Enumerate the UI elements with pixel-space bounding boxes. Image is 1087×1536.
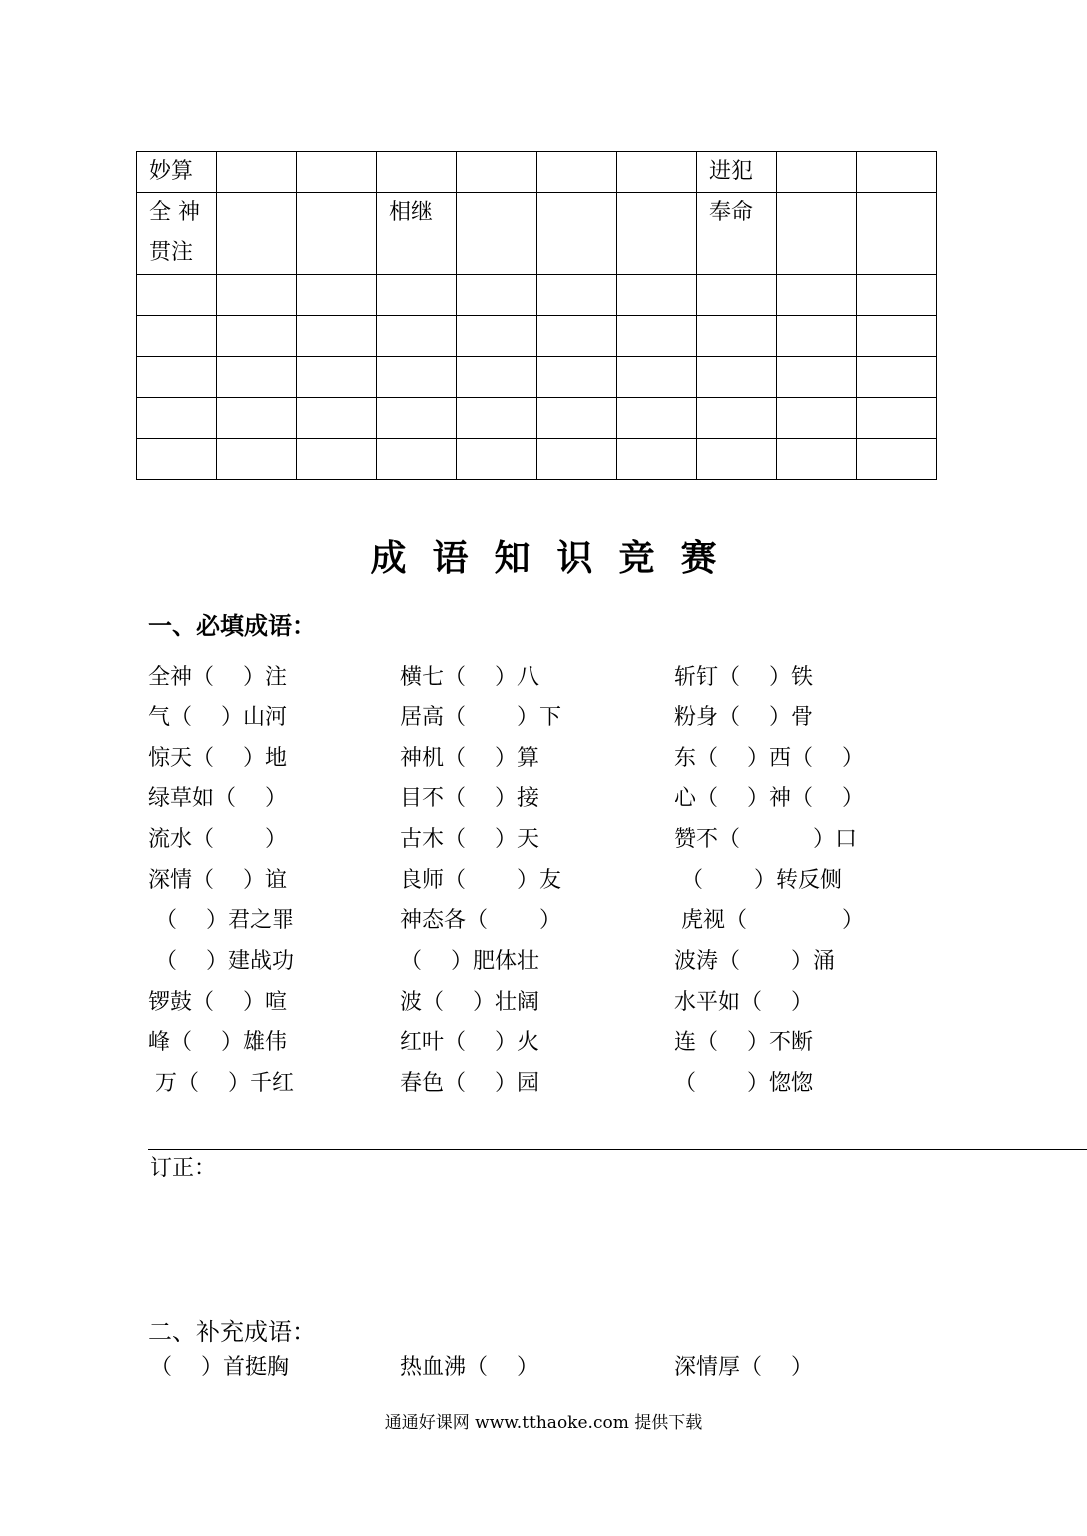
grid-cell <box>697 357 777 398</box>
correction-label: 订正： <box>150 1156 217 1181</box>
grid-cell <box>457 316 537 357</box>
idiom-item: 深情（ ）谊 <box>148 868 287 893</box>
section2-item: 深情厚（ ） <box>674 1355 813 1380</box>
section2-item: 热血沸（ ） <box>400 1355 539 1380</box>
grid-cell: 全 神 贯注 <box>137 193 217 275</box>
grid-cell <box>457 398 537 439</box>
grid-cell <box>617 398 697 439</box>
idiom-item: 斩钉（ ）铁 <box>674 665 813 690</box>
grid-cell <box>377 275 457 316</box>
footer-credit: 通通好课网 www.tthaoke.com 提供下载 <box>384 1413 703 1433</box>
grid-cell <box>457 357 537 398</box>
grid-cell <box>377 398 457 439</box>
grid-cell <box>537 398 617 439</box>
grid-cell <box>297 316 377 357</box>
grid-cell <box>537 152 617 193</box>
grid-cell <box>857 357 937 398</box>
grid-cell <box>217 193 297 275</box>
section1-heading: 一、必填成语： <box>148 612 316 640</box>
idiom-item: 波涛（ ）涌 <box>674 949 835 974</box>
idiom-item: 绿草如（ ） <box>148 786 287 811</box>
grid-cell <box>377 439 457 480</box>
grid-cell <box>217 357 297 398</box>
grid-cell <box>297 193 377 275</box>
grid-cell <box>777 398 857 439</box>
grid-cell <box>137 398 217 439</box>
grid-row <box>137 152 937 193</box>
idiom-item: 水平如（ ） <box>674 990 813 1015</box>
grid-cell <box>697 398 777 439</box>
grid-cell <box>857 398 937 439</box>
idiom-item: （ ）肥体壮 <box>400 949 539 974</box>
grid-cell <box>697 439 777 480</box>
idiom-item: 峰（ ）雄伟 <box>148 1030 287 1055</box>
grid-cell <box>537 316 617 357</box>
idiom-grid-table <box>136 151 937 480</box>
grid-cell <box>777 193 857 275</box>
grid-cell <box>137 439 217 480</box>
grid-cell <box>617 316 697 357</box>
grid-cell <box>377 316 457 357</box>
grid-row <box>137 275 937 316</box>
grid-cell <box>297 357 377 398</box>
idiom-item: 万（ ）千红 <box>148 1071 294 1096</box>
grid-cell <box>297 439 377 480</box>
page-title: 成语知识竞赛 <box>370 537 743 579</box>
idiom-item: 居高（ ）下 <box>400 705 561 730</box>
grid-cell <box>777 316 857 357</box>
grid-cell <box>537 275 617 316</box>
grid-cell <box>617 357 697 398</box>
idiom-item: 全神（ ）注 <box>148 665 287 690</box>
grid-cell <box>857 275 937 316</box>
idiom-item: 神机（ ）算 <box>400 746 539 771</box>
idiom-item: 目不（ ）接 <box>400 786 539 811</box>
grid-cell <box>777 152 857 193</box>
idiom-item: 古木（ ）天 <box>400 827 539 852</box>
grid-cell <box>697 316 777 357</box>
section2-heading: 二、补充成语： <box>148 1318 316 1346</box>
idiom-item: 春色（ ）园 <box>400 1071 539 1096</box>
grid-cell <box>377 152 457 193</box>
grid-cell <box>297 152 377 193</box>
idiom-item: 横七（ ）八 <box>400 665 539 690</box>
grid-row <box>137 398 937 439</box>
grid-cell <box>457 152 537 193</box>
grid-cell <box>377 357 457 398</box>
grid-cell <box>137 316 217 357</box>
grid-cell <box>217 398 297 439</box>
idiom-item: 赞不（ ）口 <box>674 827 857 852</box>
grid-cell <box>297 398 377 439</box>
grid-cell <box>697 275 777 316</box>
grid-cell <box>857 193 937 275</box>
grid-row <box>137 193 937 275</box>
grid-cell: 妙算 <box>137 152 217 193</box>
grid-cell <box>857 152 937 193</box>
grid-cell <box>217 275 297 316</box>
grid-cell <box>217 439 297 480</box>
grid-cell <box>777 357 857 398</box>
grid-cell <box>297 275 377 316</box>
grid-cell <box>857 439 937 480</box>
grid-cell: 相继 <box>377 193 457 275</box>
grid-cell <box>137 275 217 316</box>
grid-cell <box>217 152 297 193</box>
grid-row <box>137 439 937 480</box>
idiom-item: 心（ ）神（ ） <box>674 786 864 811</box>
grid-row <box>137 316 937 357</box>
idiom-item: 东（ ）西（ ） <box>674 746 864 771</box>
grid-cell <box>217 316 297 357</box>
idiom-item: 良师（ ）友 <box>400 868 561 893</box>
grid-cell <box>617 193 697 275</box>
grid-row <box>137 357 937 398</box>
grid-cell <box>857 316 937 357</box>
idiom-item: 神态各（ ） <box>400 908 561 933</box>
grid-cell <box>537 193 617 275</box>
grid-cell <box>537 439 617 480</box>
idiom-item: 红叶（ ）火 <box>400 1030 539 1055</box>
idiom-item: 惊天（ ）地 <box>148 746 287 771</box>
idiom-item: 锣鼓（ ）喧 <box>148 990 287 1015</box>
grid-cell <box>617 439 697 480</box>
idiom-item: 虎视（ ） <box>674 908 864 933</box>
idiom-item: 波（ ）壮阔 <box>400 990 539 1015</box>
grid-cell: 进犯 <box>697 152 777 193</box>
grid-cell <box>777 439 857 480</box>
grid-cell: 奉命 <box>697 193 777 275</box>
idiom-item: （ ）君之罪 <box>148 908 294 933</box>
grid-cell <box>617 275 697 316</box>
grid-cell <box>137 357 217 398</box>
idiom-item: （ ）转反侧 <box>674 868 842 893</box>
idiom-item: （ ）惚惚 <box>674 1071 813 1096</box>
grid-cell <box>617 152 697 193</box>
grid-cell <box>457 439 537 480</box>
idiom-item: 粉身（ ）骨 <box>674 705 813 730</box>
grid-cell <box>777 275 857 316</box>
section2-item: （ ）首挺胸 <box>150 1355 289 1380</box>
idiom-item: 流水（ ） <box>148 827 287 852</box>
idiom-item: 气（ ）山河 <box>148 705 287 730</box>
grid-cell <box>537 357 617 398</box>
correction-rule-line <box>148 1149 1087 1150</box>
grid-cell <box>457 193 537 275</box>
idiom-item: （ ）建战功 <box>148 949 294 974</box>
idiom-item: 连（ ）不断 <box>674 1030 813 1055</box>
grid-cell <box>457 275 537 316</box>
